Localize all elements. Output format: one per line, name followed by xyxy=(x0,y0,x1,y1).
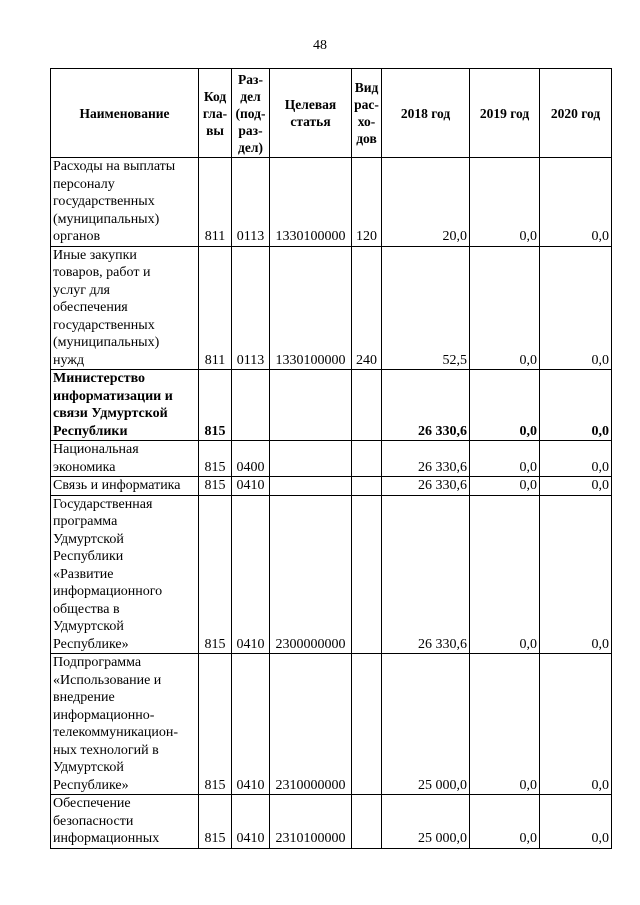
table-row xyxy=(51,246,612,370)
row-section: 0113 xyxy=(232,246,270,370)
row-target: 2300000000 xyxy=(270,495,352,654)
row-type xyxy=(352,654,382,795)
row-type xyxy=(352,441,382,477)
row-2018: 52,5 xyxy=(382,246,470,370)
row-2020: 0,0 xyxy=(540,795,612,849)
row-type xyxy=(352,795,382,849)
row-name: Подпрограмма «Использование и внедрение информационно- телекоммуникацион- ных технологий в Удмуртской Республике» xyxy=(51,654,199,795)
row-2019: 0,0 xyxy=(470,795,540,849)
row-section: 0410 xyxy=(232,654,270,795)
row-2020: 0,0 xyxy=(540,477,612,496)
row-name: Национальная экономика xyxy=(51,441,199,477)
row-2020: 0,0 xyxy=(540,370,612,441)
row-code: 815 xyxy=(199,495,232,654)
header-type: Вид рас- хо- дов xyxy=(352,69,382,158)
row-name: Иные закупки товаров, работ и услуг для обеспечения государственных (муниципальных) нужд xyxy=(51,246,199,370)
table-row xyxy=(51,495,612,654)
row-type xyxy=(352,495,382,654)
row-2019: 0,0 xyxy=(470,654,540,795)
row-2020: 0,0 xyxy=(540,495,612,654)
table-row xyxy=(51,158,612,247)
table-row xyxy=(51,441,612,477)
header-name: Наименование xyxy=(51,69,199,158)
row-section: 0410 xyxy=(232,795,270,849)
row-2019: 0,0 xyxy=(470,441,540,477)
row-code: 815 xyxy=(199,441,232,477)
row-2019: 0,0 xyxy=(470,370,540,441)
row-section: 0400 xyxy=(232,441,270,477)
row-section: 0410 xyxy=(232,477,270,496)
row-code: 811 xyxy=(199,246,232,370)
row-section: 0113 xyxy=(232,158,270,247)
row-2019: 0,0 xyxy=(470,158,540,247)
row-2020: 0,0 xyxy=(540,441,612,477)
page-number: 48 xyxy=(313,38,327,53)
table-row xyxy=(51,370,612,441)
row-code: 811 xyxy=(199,158,232,247)
header-2020: 2020 год xyxy=(540,69,612,158)
header-row xyxy=(51,69,612,158)
header-2019: 2019 год xyxy=(470,69,540,158)
row-2018: 25 000,0 xyxy=(382,795,470,849)
row-type: 240 xyxy=(352,246,382,370)
row-2018: 20,0 xyxy=(382,158,470,247)
header-target: Целевая статья xyxy=(270,69,352,158)
row-2020: 0,0 xyxy=(540,246,612,370)
row-2018: 26 330,6 xyxy=(382,477,470,496)
header-code: Код гла- вы xyxy=(199,69,232,158)
row-code: 815 xyxy=(199,654,232,795)
row-2018: 26 330,6 xyxy=(382,370,470,441)
row-section: 0410 xyxy=(232,495,270,654)
row-2018: 26 330,6 xyxy=(382,495,470,654)
row-2020: 0,0 xyxy=(540,654,612,795)
row-name: Министерство информатизации и связи Удмуртской Республики xyxy=(51,370,199,441)
row-target: 2310100000 xyxy=(270,795,352,849)
row-code: 815 xyxy=(199,477,232,496)
row-type xyxy=(352,477,382,496)
row-2019: 0,0 xyxy=(470,246,540,370)
header-section: Раз- дел (под- раз- дел) xyxy=(232,69,270,158)
row-name: Связь и информатика xyxy=(51,477,199,496)
row-2019: 0,0 xyxy=(470,495,540,654)
row-code: 815 xyxy=(199,370,232,441)
table-row xyxy=(51,795,612,849)
table-row xyxy=(51,477,612,496)
row-2020: 0,0 xyxy=(540,158,612,247)
row-name: Обеспечение безопасности информационных xyxy=(51,795,199,849)
row-type: 120 xyxy=(352,158,382,247)
header-2018: 2018 год xyxy=(382,69,470,158)
row-target: 2310000000 xyxy=(270,654,352,795)
row-name: Государственная программа Удмуртской Республики «Развитие информационного общества в Удмуртской Республике» xyxy=(51,495,199,654)
row-section xyxy=(232,370,270,441)
row-target: 1330100000 xyxy=(270,158,352,247)
row-target xyxy=(270,441,352,477)
row-2019: 0,0 xyxy=(470,477,540,496)
row-2018: 25 000,0 xyxy=(382,654,470,795)
row-name: Расходы на выплаты персоналу государственных (муниципальных) органов xyxy=(51,158,199,247)
row-target xyxy=(270,370,352,441)
table-row xyxy=(51,654,612,795)
row-code: 815 xyxy=(199,795,232,849)
budget-table xyxy=(50,68,612,849)
row-target xyxy=(270,477,352,496)
row-2018: 26 330,6 xyxy=(382,441,470,477)
row-target: 1330100000 xyxy=(270,246,352,370)
row-type xyxy=(352,370,382,441)
